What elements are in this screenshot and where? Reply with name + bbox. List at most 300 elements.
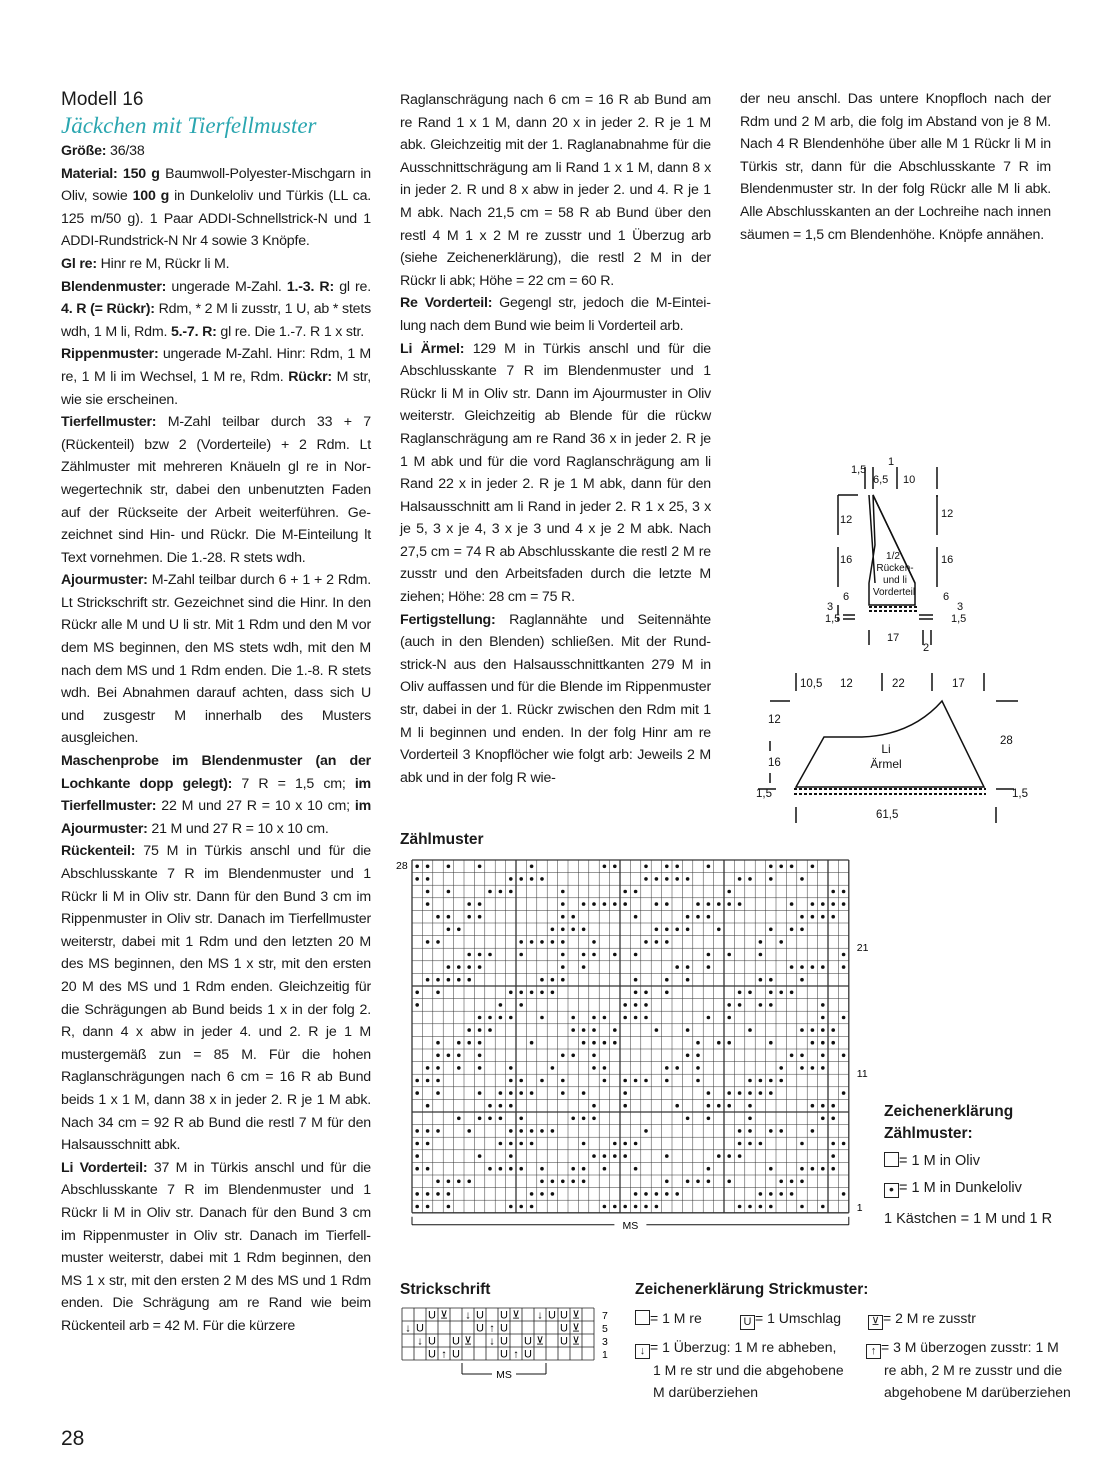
stitch-symbol: ⊻: [511, 1309, 521, 1322]
stitch-symbol: ⊻: [571, 1322, 581, 1335]
dot-stitch: [811, 1104, 815, 1108]
dot-stitch: [717, 1041, 721, 1045]
dot-stitch: [644, 1079, 648, 1083]
dot-stitch: [790, 1180, 794, 1184]
dot-stitch: [707, 1180, 711, 1184]
row-label: 7: [602, 1310, 608, 1322]
sleeve-top-2: 12: [840, 678, 853, 690]
dot-stitch: [436, 991, 440, 995]
dot-stitch: [623, 1016, 627, 1020]
dot-stitch: [821, 1003, 825, 1007]
dot-stitch: [821, 1066, 825, 1070]
dot-stitch: [457, 1054, 461, 1058]
dot-stitch: [842, 890, 846, 894]
dot-stitch: [551, 978, 555, 982]
dot-stitch: [644, 940, 648, 944]
umschlag-icon: U: [740, 1315, 755, 1330]
dot-stitch: [415, 1079, 419, 1083]
stitch-symbol: U: [500, 1335, 508, 1348]
dot-stitch: [811, 1167, 815, 1171]
dot-stitch: [540, 1016, 544, 1020]
dot-stitch: [769, 1079, 773, 1083]
dot-stitch: [665, 865, 669, 869]
dot-stitch: [613, 953, 617, 957]
dot-stitch: [592, 1104, 596, 1108]
dot-stitch: [686, 1180, 690, 1184]
dot-stitch: [634, 915, 638, 919]
dot-stitch: [436, 1041, 440, 1045]
dot-stitch: [426, 865, 430, 869]
dot-stitch: [738, 1003, 742, 1007]
dot-stitch: [582, 953, 586, 957]
dot-stitch: [551, 1180, 555, 1184]
dot-stitch: [426, 1167, 430, 1171]
dot-stitch: [769, 978, 773, 982]
sleeve-right-1: 28: [1000, 735, 1013, 747]
dot-stitch: [603, 1066, 607, 1070]
dot-stitch: [655, 1028, 659, 1032]
dot-stitch: [831, 902, 835, 906]
dot-stitch: [530, 1192, 534, 1196]
stitch-symbol: U: [524, 1335, 532, 1348]
dot-stitch: [561, 902, 565, 906]
label-top-1: 1,5: [851, 464, 867, 476]
dot-stitch: [821, 1054, 825, 1058]
dot-stitch: [499, 1091, 503, 1095]
dot-stitch: [675, 1066, 679, 1070]
dot-stitch: [499, 1117, 503, 1121]
empty-box-icon: [884, 1152, 899, 1167]
row-label: 3: [602, 1336, 608, 1348]
dot-stitch: [727, 1016, 731, 1020]
dot-stitch: [623, 902, 627, 906]
dot-stitch: [738, 1142, 742, 1146]
dot-stitch: [707, 1091, 711, 1095]
dot-stitch: [769, 1192, 773, 1196]
dot-stitch: [447, 890, 451, 894]
dot-stitch: [707, 902, 711, 906]
dot-box-icon: •: [884, 1183, 899, 1198]
dot-stitch: [800, 1054, 804, 1058]
label-left-4: 3: [827, 601, 834, 613]
dot-stitch: [488, 1104, 492, 1108]
dot-stitch: [779, 865, 783, 869]
dot-stitch: [842, 1192, 846, 1196]
dot-stitch: [436, 940, 440, 944]
dot-stitch: [634, 1167, 638, 1171]
dot-stitch: [582, 1167, 586, 1171]
dot-stitch: [634, 953, 638, 957]
sleeve-top-4: 17: [952, 678, 965, 690]
paragraph: der neu anschl. Das untere Knopfloch nach der Rdm und 2 M arb, die folg im Abstand von je 8 M. Nach 4 R Blendenhöhe über alle M 1 Rückr li M in Türkis str, dann für die Abschlusskante 7 R im Blendenmuster str. In der folg Rückr alle M li abk. Alle Abschlusskanten an der Lochreihe nach innen säumen = 1,5 cm Blendenhöhe. Knöpfe annähen.: [740, 91, 1051, 243]
dot-stitch: [467, 1028, 471, 1032]
dot-stitch: [436, 1079, 440, 1083]
stitch-symbol: U: [500, 1348, 508, 1361]
dot-stitch: [707, 1167, 711, 1171]
dot-stitch: [478, 902, 482, 906]
dot-stitch: [748, 1142, 752, 1146]
dot-stitch: [582, 1028, 586, 1032]
dot-stitch: [561, 940, 565, 944]
dot-stitch: [603, 1079, 607, 1083]
dot-stitch: [707, 1104, 711, 1108]
dot-stitch: [779, 1066, 783, 1070]
dot-stitch: [582, 1041, 586, 1045]
dot-stitch: [415, 1167, 419, 1171]
dot-stitch: [759, 1003, 763, 1007]
label-right-2: 16: [941, 554, 954, 566]
dot-stitch: [686, 965, 690, 969]
dot-stitch: [623, 1154, 627, 1158]
dot-stitch: [447, 928, 451, 932]
dot-stitch: [665, 991, 669, 995]
dot-stitch: [665, 1192, 669, 1196]
dot-stitch: [644, 1192, 648, 1196]
dot-stitch: [623, 1091, 627, 1095]
page-number: 28: [61, 1427, 85, 1450]
legend-drei: [866, 1336, 1071, 1403]
sleeve-inner-1: Li: [881, 742, 891, 756]
dot-stitch: [415, 1003, 419, 1007]
dot-stitch: [509, 1154, 513, 1158]
dot-stitch: [779, 1192, 783, 1196]
dot-stitch: [530, 940, 534, 944]
dot-stitch: [415, 1192, 419, 1196]
dot-stitch: [426, 940, 430, 944]
dot-stitch: [759, 953, 763, 957]
dot-stitch: [759, 978, 763, 982]
dot-stitch: [509, 877, 513, 881]
dot-stitch: [644, 1003, 648, 1007]
dot-stitch: [540, 1167, 544, 1171]
dot-stitch: [727, 1003, 731, 1007]
dot-stitch: [582, 1091, 586, 1095]
stitch-symbol: U: [428, 1309, 436, 1322]
dot-stitch: [665, 1180, 669, 1184]
dot-stitch: [551, 1192, 555, 1196]
dot-stitch: [478, 1041, 482, 1045]
dot-stitch: [561, 953, 565, 957]
dot-stitch: [519, 1167, 523, 1171]
dot-stitch: [519, 1129, 523, 1133]
dot-stitch: [821, 1016, 825, 1020]
dot-stitch: [447, 1180, 451, 1184]
dot-stitch: [488, 1016, 492, 1020]
dot-stitch: [571, 1054, 575, 1058]
dot-stitch: [530, 1142, 534, 1146]
dot-stitch: [509, 1205, 513, 1209]
dot-stitch: [592, 1041, 596, 1045]
column-3-body: [740, 88, 1051, 246]
inner-label-1: 1/2: [886, 551, 900, 562]
dot-stitch: [634, 890, 638, 894]
dot-stitch: [779, 1129, 783, 1133]
dot-stitch: [831, 1167, 835, 1171]
dot-stitch: [800, 965, 804, 969]
dot-stitch: [727, 1154, 731, 1158]
dot-stitch: [551, 940, 555, 944]
dot-stitch: [613, 902, 617, 906]
legend-umschlag: [740, 1307, 841, 1330]
dot-stitch: [436, 978, 440, 982]
row-label: 1: [856, 1201, 863, 1214]
stitch-symbol: U: [500, 1322, 508, 1335]
dot-stitch: [551, 991, 555, 995]
dot-stitch: [759, 940, 763, 944]
dot-stitch: [831, 1028, 835, 1032]
dot-stitch: [499, 1016, 503, 1020]
paragraph: Li Vorderteil: 37 M in Türkis anschl und für die Abschlusskante 7 R im Blendenmuster und 1 Rückr li M in Oliv str. Danach für den Bund 3 cm im Rippenmuster in Oliv str. Danach im Tierfellmuster weiterstr, dabei mit 1 Rdm beginnen, den MS 1 x str, mit den ersten 2 M des MS und 1 Rdm enden. Die Schrägung am re Rand wie beim Rückenteil arb = 42 M. Für die kürzere: [61, 1159, 371, 1334]
zaehlmuster-chart: [392, 852, 872, 1247]
dot-stitch: [842, 953, 846, 957]
legend-zusstr-text: = 2 M re zusstr: [883, 1310, 976, 1326]
dot-stitch: [634, 1003, 638, 1007]
dot-stitch: [759, 1091, 763, 1095]
dot-stitch: [457, 978, 461, 982]
dot-stitch: [800, 1180, 804, 1184]
dot-stitch: [769, 1167, 773, 1171]
dot-stitch: [623, 1104, 627, 1108]
dot-stitch: [582, 902, 586, 906]
stitch-symbol: U: [524, 1348, 532, 1361]
legend-drei-2: re abh, 2 M re zusstr und die: [884, 1362, 1063, 1378]
dot-stitch: [696, 915, 700, 919]
dot-stitch: [603, 1167, 607, 1171]
strickschrift-chart: [398, 1306, 618, 1396]
dot-stitch: [592, 902, 596, 906]
dot-stitch: [717, 902, 721, 906]
dot-stitch: [603, 1041, 607, 1045]
sleeve-top-1: 10,5: [800, 678, 823, 690]
dot-stitch: [707, 965, 711, 969]
dot-stitch: [415, 1205, 419, 1209]
dot-stitch: [561, 915, 565, 919]
dot-stitch: [811, 1041, 815, 1045]
dot-stitch: [603, 865, 607, 869]
dot-stitch: [727, 890, 731, 894]
column-1: [61, 88, 371, 1337]
dot-stitch: [842, 902, 846, 906]
legend-dunkeloliv-text: = 1 M in Dunkeloliv: [899, 1180, 1022, 1196]
stitch-symbol: ⊻: [571, 1309, 581, 1322]
dot-stitch: [644, 877, 648, 881]
label-bottom-1: 17: [887, 632, 900, 644]
dot-stitch: [426, 1104, 430, 1108]
paragraph: Rippenmuster: ungerade M-Zahl. Hinr: Rdm, 1 M re, 1 M li im Wechsel, 1 M re, Rdm. Rückr: M str, wie sie erscheinen.: [61, 346, 371, 408]
paragraph: Re Vorderteil: Gegengl str, jedoch die M-Einteilung nach dem Bund wie beim li Vorderteil arb.: [400, 295, 711, 334]
zaehlmuster-title: Zählmuster: [400, 831, 484, 848]
row-label: 21: [856, 942, 869, 955]
dot-stitch: [623, 1003, 627, 1007]
dot-stitch: [467, 965, 471, 969]
dot-stitch: [447, 1054, 451, 1058]
stitch-symbol: U: [548, 1309, 556, 1322]
dot-stitch: [457, 1117, 461, 1121]
dot-stitch: [821, 1205, 825, 1209]
dot-stitch: [478, 965, 482, 969]
dot-stitch: [613, 1154, 617, 1158]
stitch-symbol: ↓: [537, 1309, 543, 1322]
dot-stitch: [478, 915, 482, 919]
dot-stitch: [571, 1117, 575, 1121]
dot-stitch: [582, 1180, 586, 1184]
dot-stitch: [499, 1104, 503, 1108]
dot-stitch: [436, 1091, 440, 1095]
dot-stitch: [571, 915, 575, 919]
dot-stitch: [592, 1154, 596, 1158]
dot-stitch: [707, 865, 711, 869]
dot-stitch: [727, 1041, 731, 1045]
dot-stitch: [634, 991, 638, 995]
dot-stitch: [478, 953, 482, 957]
dot-stitch: [821, 1041, 825, 1045]
column-2-body: [400, 89, 711, 789]
inner-label-4: Vorderteil: [872, 587, 916, 598]
dot-stitch: [415, 1154, 419, 1158]
stitch-symbol: ↑: [441, 1348, 447, 1361]
dot-stitch: [831, 890, 835, 894]
dot-stitch: [447, 865, 451, 869]
dot-stitch: [831, 1117, 835, 1121]
inner-label-3: und li: [883, 575, 907, 586]
dot-stitch: [665, 940, 669, 944]
zusstr-icon: ⊻: [868, 1315, 883, 1330]
dot-stitch: [436, 915, 440, 919]
dot-stitch: [634, 1079, 638, 1083]
dot-stitch: [811, 1066, 815, 1070]
row-label: 28: [396, 860, 408, 872]
dot-stitch: [727, 953, 731, 957]
dot-stitch: [821, 965, 825, 969]
dot-stitch: [686, 1117, 690, 1121]
dot-stitch: [426, 1129, 430, 1133]
dot-stitch: [790, 991, 794, 995]
dot-stitch: [540, 991, 544, 995]
dot-stitch: [519, 1079, 523, 1083]
dot-stitch: [561, 965, 565, 969]
dot-stitch: [831, 1154, 835, 1158]
dot-stitch: [686, 1054, 690, 1058]
legend-umschlag-text: = 1 Umschlag: [755, 1310, 841, 1326]
empty-box-icon: [635, 1310, 650, 1325]
stitch-symbol: U: [560, 1322, 568, 1335]
paragraph: Tierfellmuster: M-Zahl teilbar durch 33 + 7 (Rückenteil) bzw 2 (Vorderteile) + 2 Rdm. Lt Zählmuster mit mehreren Knäueln gl re in Norwegertechnik str, dabei den unbenutzten Faden auf der Rückseite der Arbeit weiterführen. Gezeichnet sind Hin- und Rückr. Die M-Einteilung lt Text vornehmen. Die 1.-28. R stets wdh.: [61, 414, 371, 566]
dot-stitch: [499, 890, 503, 894]
dot-stitch: [644, 991, 648, 995]
legend-ueberzug-2: 1 M re str und die abgehobene: [653, 1362, 844, 1378]
dot-stitch: [696, 1054, 700, 1058]
sleeve-left-1: 12: [768, 714, 781, 726]
dot-stitch: [842, 965, 846, 969]
dot-stitch: [707, 1117, 711, 1121]
ms-label: MS: [496, 1369, 512, 1381]
dot-stitch: [727, 1104, 731, 1108]
dot-stitch: [748, 1079, 752, 1083]
label-right-3: 6: [943, 591, 950, 603]
dot-stitch: [415, 877, 419, 881]
legend-strick-title: Zeichenerklärung Strickmuster:: [635, 1281, 869, 1298]
paragraph: Fertigstellung: Raglannähte und Seitennähte (auch in den Blenden) schließen. Mit der Rundstrick-N aus den Halsausschnittkanten 279 M in Oliv auffassen und für die Blende im Rippenmuster str, dabei in der 1. Rückr zwischen den Rdm mit 1 M li beginnen und enden. In der folg Hinr am re Vorderteil 3 Knopflöcher wie folgt arb: Jeweils 2 M abk und in der folg R wie-: [400, 611, 711, 786]
dot-stitch: [821, 915, 825, 919]
dot-stitch: [519, 953, 523, 957]
dot-stitch: [478, 1066, 482, 1070]
dot-stitch: [779, 1180, 783, 1184]
dot-stitch: [727, 902, 731, 906]
dot-stitch: [748, 1117, 752, 1121]
dot-stitch: [748, 877, 752, 881]
dot-stitch: [842, 1091, 846, 1095]
dot-stitch: [634, 1016, 638, 1020]
dot-stitch: [457, 928, 461, 932]
dot-stitch: [509, 1104, 513, 1108]
drei-zusstr-icon: ↑: [866, 1344, 881, 1359]
stitch-symbol: U: [428, 1348, 436, 1361]
row-label: 5: [602, 1323, 608, 1335]
dot-stitch: [665, 1079, 669, 1083]
dot-stitch: [571, 1016, 575, 1020]
stitch-symbol: ⊻: [571, 1335, 581, 1348]
stitch-symbol: ↓: [417, 1335, 423, 1348]
legend-re: [635, 1307, 702, 1329]
row-label: 11: [856, 1068, 868, 1081]
dot-stitch: [790, 965, 794, 969]
dot-stitch: [623, 1142, 627, 1146]
dot-stitch: [790, 928, 794, 932]
dot-stitch: [582, 1142, 586, 1146]
dot-stitch: [561, 978, 565, 982]
label-left-5: 1,5: [825, 613, 841, 625]
dot-stitch: [603, 1205, 607, 1209]
dot-stitch: [644, 1129, 648, 1133]
stitch-symbol: U: [500, 1309, 508, 1322]
dot-stitch: [509, 991, 513, 995]
sleeve-right-2: 1,5: [1012, 788, 1028, 800]
label-top-4: 10: [903, 474, 916, 486]
paragraph: Raglanschrägung nach 6 cm = 16 R ab Bund am re Rand 1 x 1 M, dann 20 x in jeder 2. R je 1 M abk. Gleichzeitig mit der 1. Raglanabnahme für die Ausschnittschrägung am li Rand 1 x 1 M, dann 8 x in jeder 2. R und 8 x abw in jeder 2. und 4. R je 1 M abk. Nach 21,5 cm = 58 R ab Bund über den restl 4 M 1 x 2 M re zusstr und 1 Überzug arb (siehe Zeichenerklärung), die restl 2 M in der Rückr li abk; Höhe = 22 cm = 60 R.: [400, 92, 711, 289]
legend-drei-3: abgehobene M darüberziehen: [884, 1384, 1071, 1400]
dot-stitch: [811, 1129, 815, 1133]
dot-stitch: [519, 940, 523, 944]
dot-stitch: [769, 877, 773, 881]
dot-stitch: [603, 1154, 607, 1158]
dot-stitch: [779, 991, 783, 995]
dot-stitch: [644, 1016, 648, 1020]
dot-stitch: [519, 1003, 523, 1007]
label-right-1: 12: [941, 508, 954, 520]
dot-stitch: [571, 1028, 575, 1032]
dot-stitch: [561, 1079, 565, 1083]
dot-stitch: [831, 915, 835, 919]
dot-stitch: [447, 978, 451, 982]
dot-stitch: [665, 978, 669, 982]
dot-stitch: [759, 1079, 763, 1083]
dot-stitch: [499, 1003, 503, 1007]
model-number: Modell 16: [61, 89, 144, 110]
dot-stitch: [457, 1041, 461, 1045]
dot-stitch: [613, 1041, 617, 1045]
dot-stitch: [748, 991, 752, 995]
dot-stitch: [655, 1205, 659, 1209]
dot-stitch: [519, 877, 523, 881]
dot-stitch: [634, 978, 638, 982]
dot-stitch: [509, 1066, 513, 1070]
dot-stitch: [488, 890, 492, 894]
dot-stitch: [592, 1117, 596, 1121]
dot-stitch: [426, 877, 430, 881]
dot-stitch: [603, 902, 607, 906]
dot-stitch: [707, 915, 711, 919]
stitch-symbol: U: [452, 1335, 460, 1348]
